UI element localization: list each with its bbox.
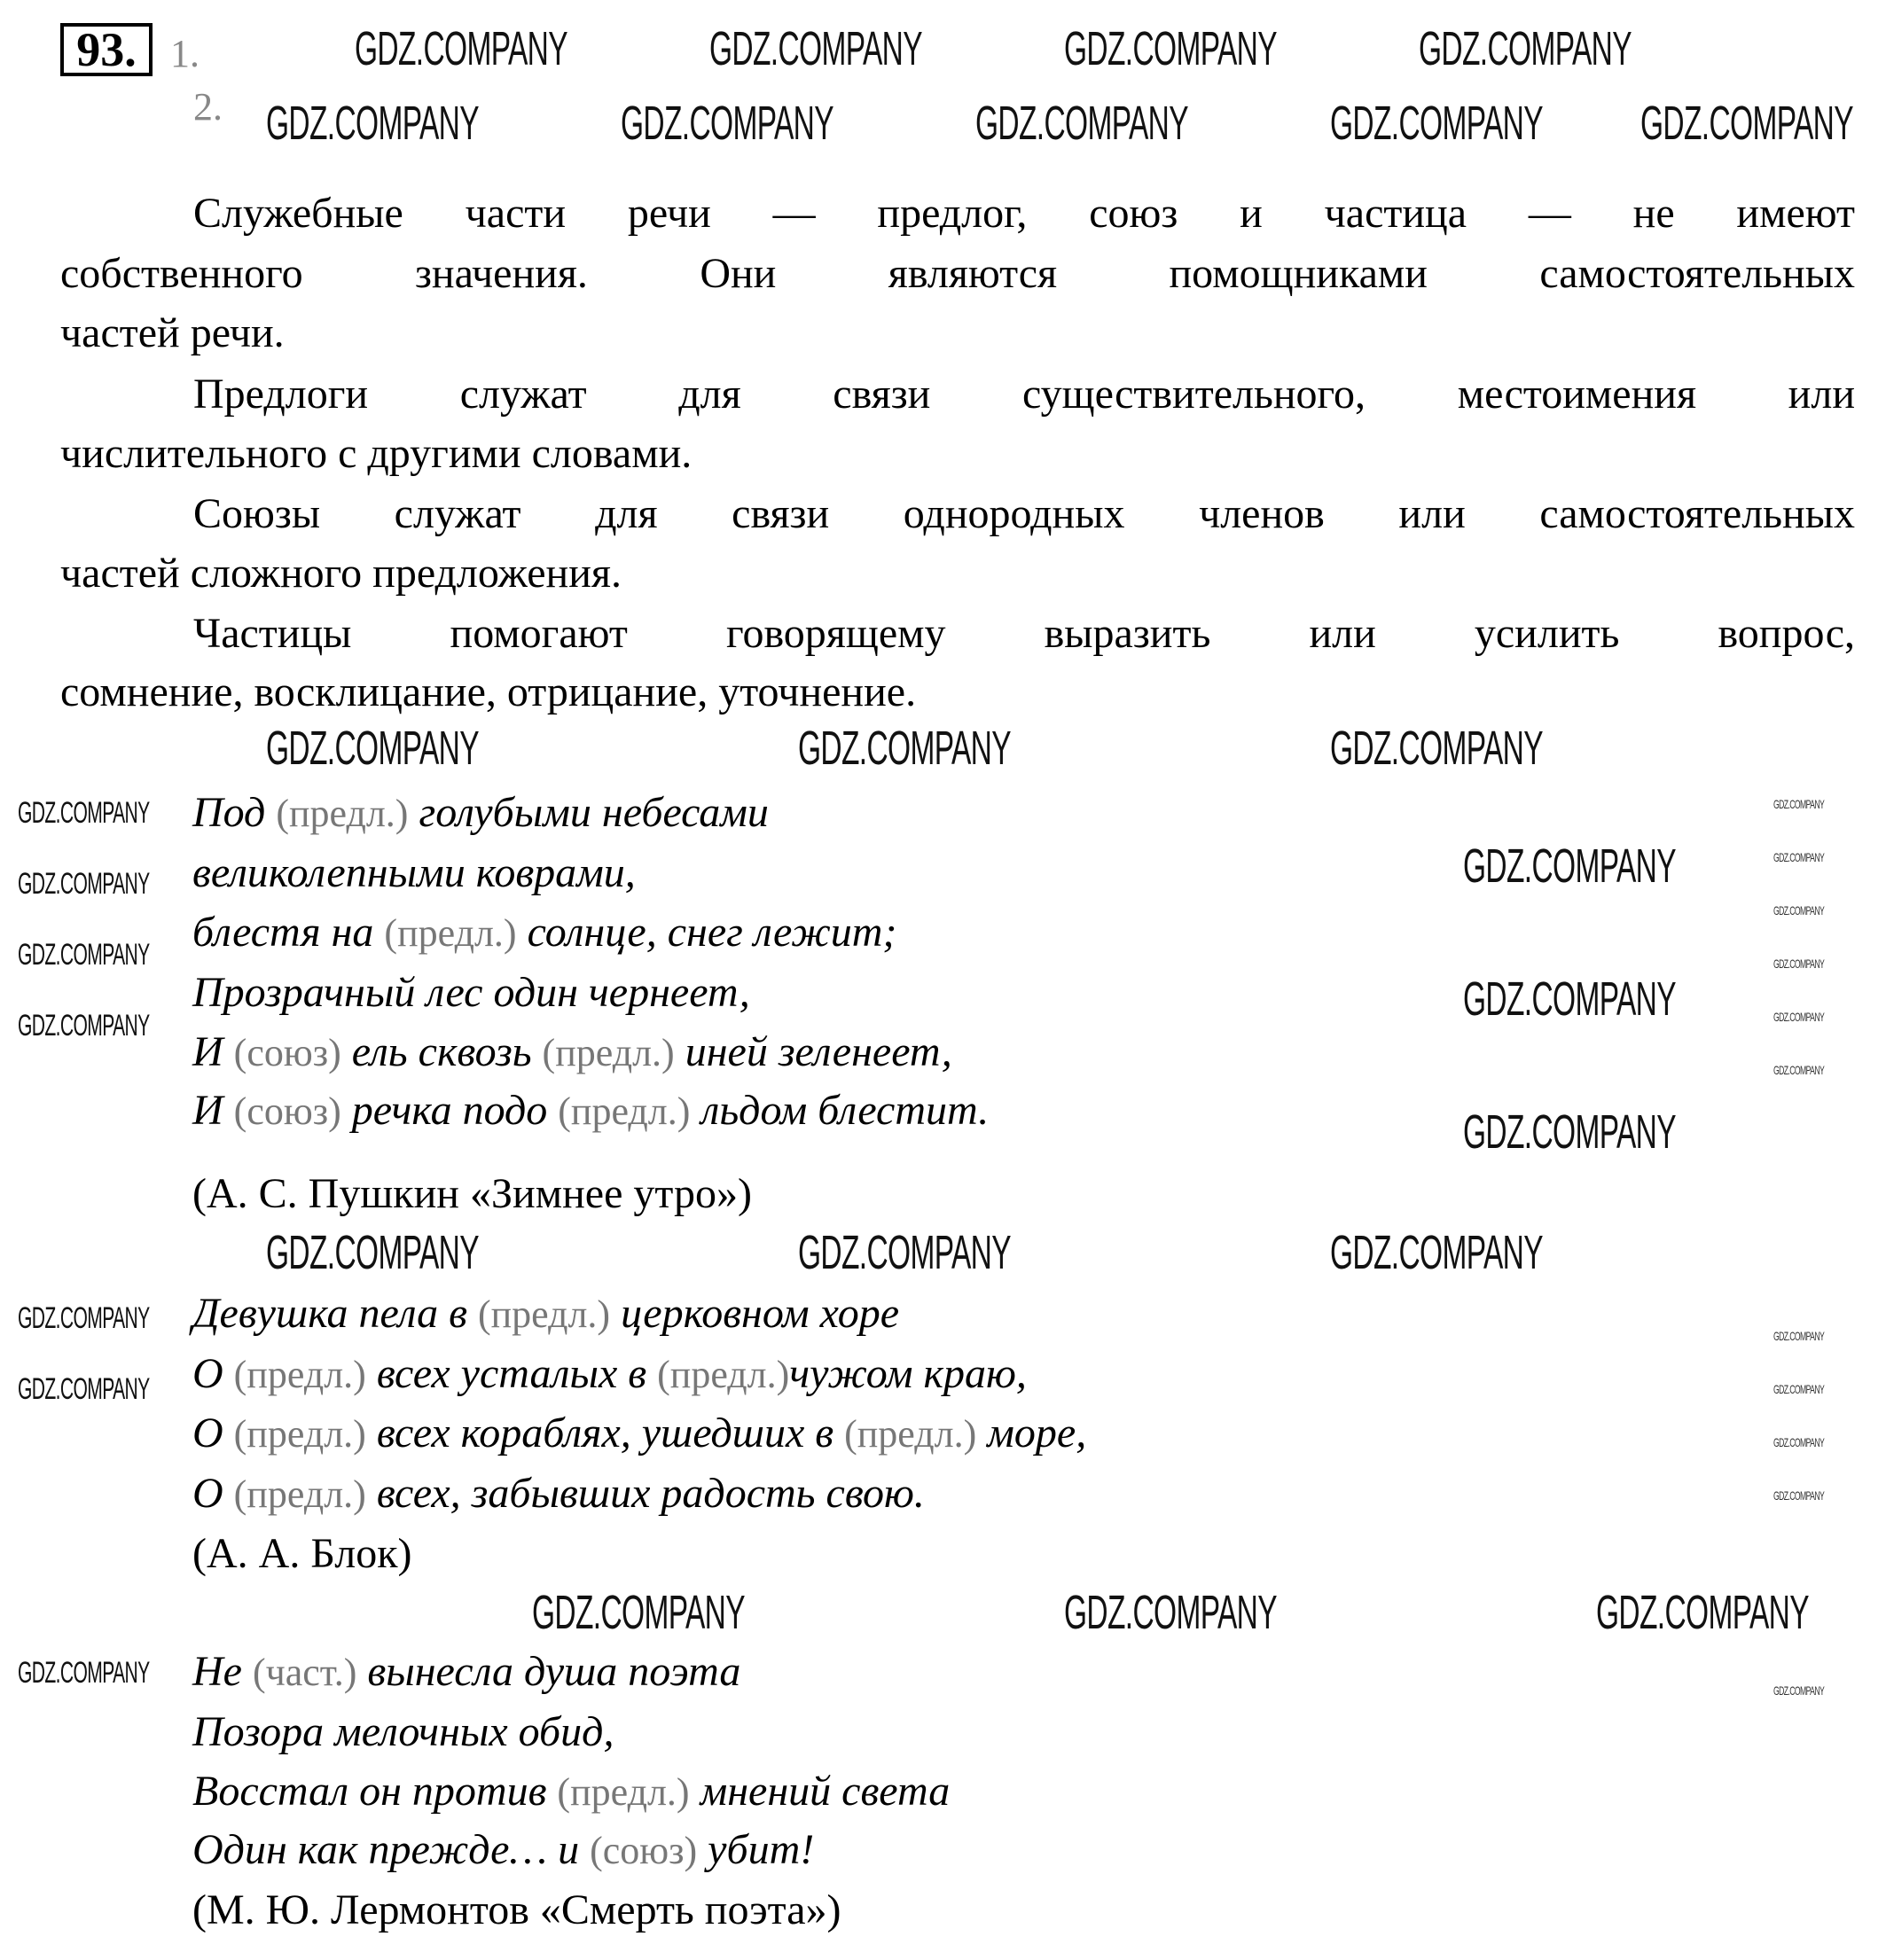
poem-text: Восстал он против bbox=[192, 1768, 558, 1815]
watermark-text: GDZ.COMPANY bbox=[1773, 1488, 1825, 1503]
paragraph-line: Предлоги служат для связи существительного, местоимения или bbox=[193, 371, 1855, 418]
watermark-text: GDZ.COMPANY bbox=[1640, 97, 1853, 150]
part-of-speech-label: (предл.) bbox=[557, 1770, 690, 1814]
watermark-text: GDZ.COMPANY bbox=[18, 1656, 150, 1690]
watermark-text: GDZ.COMPANY bbox=[1463, 1105, 1676, 1159]
watermark-text: GDZ.COMPANY bbox=[1330, 1226, 1543, 1279]
watermark-text: GDZ.COMPANY bbox=[1064, 22, 1277, 75]
poem-text: Позора мелочных обид, bbox=[192, 1708, 614, 1755]
watermark-text: GDZ.COMPANY bbox=[1773, 1435, 1825, 1449]
part-of-speech-label: (предл.) bbox=[233, 1472, 366, 1516]
part-of-speech-label: (предл.) bbox=[276, 792, 409, 835]
watermark-text: GDZ.COMPANY bbox=[1773, 1010, 1825, 1024]
poem-text: Девушка пела в bbox=[192, 1290, 478, 1337]
watermark-text: GDZ.COMPANY bbox=[709, 22, 922, 75]
watermark-text: GDZ.COMPANY bbox=[1773, 850, 1825, 864]
watermark-text: GDZ.COMPANY bbox=[266, 97, 479, 150]
part-of-speech-label: (предл.) bbox=[542, 1031, 675, 1074]
watermark-text: GDZ.COMPANY bbox=[355, 22, 567, 75]
paragraph-line: Союзы служат для связи однородных членов или самостоятельных bbox=[193, 490, 1855, 537]
watermark-text: GDZ.COMPANY bbox=[18, 867, 150, 901]
watermark-text: GDZ.COMPANY bbox=[975, 97, 1188, 150]
paragraph-line: частей речи. bbox=[60, 309, 285, 356]
paragraph-line: Служебные части речи — предлог, союз и частица — не имеют bbox=[193, 190, 1855, 237]
poem-line bbox=[192, 906, 896, 960]
watermark-text: GDZ.COMPANY bbox=[798, 1226, 1011, 1279]
poem-line bbox=[192, 1287, 899, 1341]
poem-text: И bbox=[192, 1028, 234, 1075]
poem-text: всех кораблях, ушедших в bbox=[365, 1409, 845, 1456]
paragraph-line: Частицы помогают говорящему выразить или усилить вопрос, bbox=[193, 610, 1855, 657]
watermark-text: GDZ.COMPANY bbox=[266, 1226, 479, 1279]
poem-text: Под bbox=[192, 789, 277, 836]
poem-line bbox=[192, 1467, 925, 1521]
watermark-text: GDZ.COMPANY bbox=[1064, 1586, 1277, 1639]
part-of-speech-label: (предл.) bbox=[233, 1412, 366, 1456]
watermark-text: GDZ.COMPANY bbox=[1773, 903, 1825, 918]
watermark-text: GDZ.COMPANY bbox=[18, 1372, 150, 1406]
watermark-text: GDZ.COMPANY bbox=[621, 97, 833, 150]
watermark-text: GDZ.COMPANY bbox=[798, 722, 1011, 775]
watermark-text: GDZ.COMPANY bbox=[18, 938, 150, 972]
poem-line bbox=[192, 1407, 1086, 1461]
part-of-speech-label: (предл.) bbox=[477, 1292, 611, 1336]
poem-line bbox=[192, 1347, 1027, 1402]
poem-text: И bbox=[192, 1087, 234, 1134]
watermark-text: GDZ.COMPANY bbox=[1773, 1329, 1825, 1343]
watermark-text: GDZ.COMPANY bbox=[1330, 97, 1543, 150]
paragraph-line: частей сложного предложения. bbox=[60, 550, 622, 597]
watermark-text: GDZ.COMPANY bbox=[266, 722, 479, 775]
paragraph-line: сомнение, восклицание, отрицание, уточнение. bbox=[60, 668, 917, 715]
poem-text: льдом блестит. bbox=[690, 1087, 990, 1134]
poem-line bbox=[192, 1645, 740, 1699]
poem-text: Прозрачный лес один чернеет, bbox=[192, 969, 750, 1016]
poem-text: всех, забывших радость свою. bbox=[365, 1470, 925, 1517]
subitem-1: 1. bbox=[170, 32, 200, 75]
poem-line bbox=[192, 1765, 950, 1819]
watermark-text: GDZ.COMPANY bbox=[1463, 839, 1676, 893]
poem-text: голубыми небесами bbox=[408, 789, 769, 836]
part-of-speech-label: (предл.) bbox=[844, 1412, 977, 1456]
poem-text: ель сквозь bbox=[340, 1028, 543, 1075]
poem-text: речка подо bbox=[340, 1087, 559, 1134]
poem-line bbox=[192, 847, 636, 900]
watermark-text: GDZ.COMPANY bbox=[1463, 972, 1676, 1026]
watermark-text: GDZ.COMPANY bbox=[1773, 1683, 1825, 1698]
part-of-speech-label: (союз) bbox=[233, 1089, 341, 1133]
poem-author: (А. С. Пушкин «Зимнее утро») bbox=[192, 1170, 752, 1217]
poem-line bbox=[192, 1084, 989, 1138]
poem-text: Один как прежде… и bbox=[192, 1826, 591, 1873]
watermark-text: GDZ.COMPANY bbox=[1773, 797, 1825, 811]
subitem-2: 2. bbox=[193, 85, 223, 129]
poem-line bbox=[192, 1026, 952, 1080]
poem-text: вынесла душа поэта bbox=[356, 1648, 741, 1695]
poem-text: церковном хоре bbox=[610, 1290, 900, 1337]
watermark-text: GDZ.COMPANY bbox=[532, 1586, 745, 1639]
exercise-number: 93. bbox=[60, 23, 153, 76]
poem-author: (М. Ю. Лермонтов «Смерть поэта») bbox=[192, 1886, 841, 1933]
watermark-text: GDZ.COMPANY bbox=[1330, 722, 1543, 775]
part-of-speech-label: (част.) bbox=[252, 1651, 357, 1694]
poem-text: убит! bbox=[697, 1826, 815, 1873]
poem-text: море, bbox=[976, 1409, 1087, 1456]
poem-text: всех усталых в bbox=[365, 1350, 658, 1397]
part-of-speech-label: (предл.) bbox=[558, 1089, 691, 1133]
watermark-text: GDZ.COMPANY bbox=[1773, 957, 1825, 971]
poem-text: О bbox=[192, 1409, 234, 1456]
watermark-text: GDZ.COMPANY bbox=[1773, 1382, 1825, 1396]
poem-text: О bbox=[192, 1470, 234, 1517]
part-of-speech-label: (предл.) bbox=[657, 1353, 790, 1396]
watermark-text: GDZ.COMPANY bbox=[18, 796, 150, 830]
poem-text: чужом краю, bbox=[789, 1350, 1027, 1397]
poem-line bbox=[192, 1706, 614, 1759]
watermark-text: GDZ.COMPANY bbox=[18, 1009, 150, 1042]
watermark-text: GDZ.COMPANY bbox=[1596, 1586, 1809, 1639]
poem-text: мнений света bbox=[689, 1768, 951, 1815]
poem-text: О bbox=[192, 1350, 234, 1397]
poem-line bbox=[192, 786, 769, 840]
part-of-speech-label: (союз) bbox=[233, 1031, 341, 1074]
poem-line bbox=[192, 966, 750, 1019]
poem-text: иней зеленеет, bbox=[674, 1028, 952, 1075]
watermark-text: GDZ.COMPANY bbox=[18, 1301, 150, 1335]
poem-text: великолепными коврами, bbox=[192, 849, 636, 896]
paragraph-line: собственного значения. Они являются помощниками самостоятельных bbox=[60, 250, 1855, 297]
watermark-text: GDZ.COMPANY bbox=[1773, 1063, 1825, 1077]
watermark-text: GDZ.COMPANY bbox=[1419, 22, 1632, 75]
part-of-speech-label: (предл.) bbox=[233, 1353, 366, 1396]
poem-line bbox=[192, 1823, 814, 1878]
paragraph-line: числительного с другими словами. bbox=[60, 430, 693, 477]
part-of-speech-label: (предл.) bbox=[384, 911, 517, 955]
part-of-speech-label: (союз) bbox=[590, 1829, 698, 1872]
poem-text: Не bbox=[192, 1648, 253, 1695]
poem-author: (А. А. Блок) bbox=[192, 1530, 412, 1577]
poem-text: блестя на bbox=[192, 909, 385, 956]
poem-text: солнце, снег лежит; bbox=[516, 909, 897, 956]
